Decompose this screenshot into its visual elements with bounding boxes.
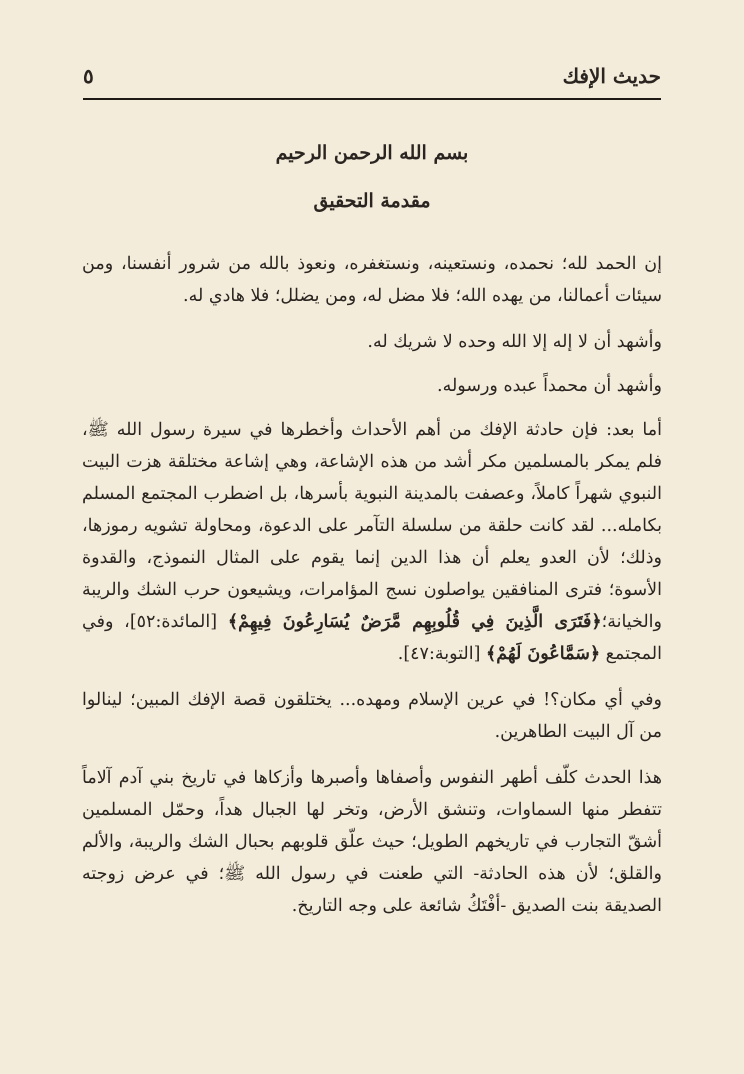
page-number: ٥ xyxy=(83,64,94,88)
verse-reference-tawbah: [التوبة:٤٧]. xyxy=(397,644,487,664)
paragraph-shahada-2: وأشهد أن محمداً عبده ورسوله. xyxy=(437,376,662,396)
paragraph-event: هذا الحدث كلّف أطهر النفوس وأصفاها وأصبرها وأزكاها في تاريخ بني آدم آلاماً تتفطر منها السماوات، وتنشق الأرض، وتخر لها الجبال هداً، وحمّل المسلمين أشقّ التجارب في تاريخهم الطويل؛ حيث علّق قلوبهم بحبال الشك والريبة، والألم والقلق؛ لأن هذه الحادثة- التي طعنت في رسول الله ﷺ؛ في عرض زوجته الصديقة بنت الصديق -أفْتَكُ شائعة على وجه التاريخ. xyxy=(82,768,662,916)
paragraph-where: وفي أي مكان؟! في عرين الإسلام ومهده... يختلقون قصة الإفك المبين؛ لينالوا من آل البيت الطاهرين. xyxy=(82,690,662,742)
book-title: حديث الإفك xyxy=(562,64,661,88)
running-header xyxy=(83,56,661,96)
verse-reference-maidah: [المائدة:٥٢]، وفي المجتمع xyxy=(82,612,662,664)
paragraph-introduction-text: أما بعد: فإن حادثة الإفك من أهم الأحداث وأخطرها في سيرة رسول الله ﷺ، فلم يمكر بالمسلمين مكر أشد من هذه الإشاعة، وهي إشاعة مختلقة هزت البيت النبوي شهراً كاملاً، وعصفت بالمدينة النبوية بأسرها، بل اضطرب المجتمع المسلم بكامله... لقد كانت حلقة من سلسلة التآمر على الدعوة، ومحاولة تشويه رموزها، وذلك؛ لأن العدو يعلم أن هذا الدين إنما يقوم على المثال النموذج، والقدوة الأسوة؛ فترى المنافقين يواصلون نسج المؤامرات، ويشيعون حرب الشك والريبة والخيانة؛ xyxy=(82,420,662,632)
paragraph-shahada-1: وأشهد أن لا إله إلا الله وحده لا شريك له. xyxy=(367,332,662,352)
basmala: بسم الله الرحمن الرحيم xyxy=(275,142,469,164)
quran-verse-maidah: ﴿فَتَرَى الَّذِينَ فِي قُلُوبِهِم مَّرَضٌ يُسَارِعُونَ فِيهِمْ﴾ xyxy=(227,612,602,632)
section-title: مقدمة التحقيق xyxy=(313,190,431,212)
body-text xyxy=(82,248,662,936)
paragraph-praise: إن الحمد لله؛ نحمده، ونستعينه، ونستغفره، ونعوذ بالله من شرور أنفسنا، ومن سيئات أعمالنا، من يهده الله؛ فلا مضل له، ومن يضلل؛ فلا هادي له. xyxy=(82,254,662,306)
paragraph-introduction xyxy=(82,414,662,670)
quran-verse-tawbah: ﴿سَمَّاعُونَ لَهُمْ﴾ xyxy=(486,644,601,664)
header-rule xyxy=(83,98,661,100)
